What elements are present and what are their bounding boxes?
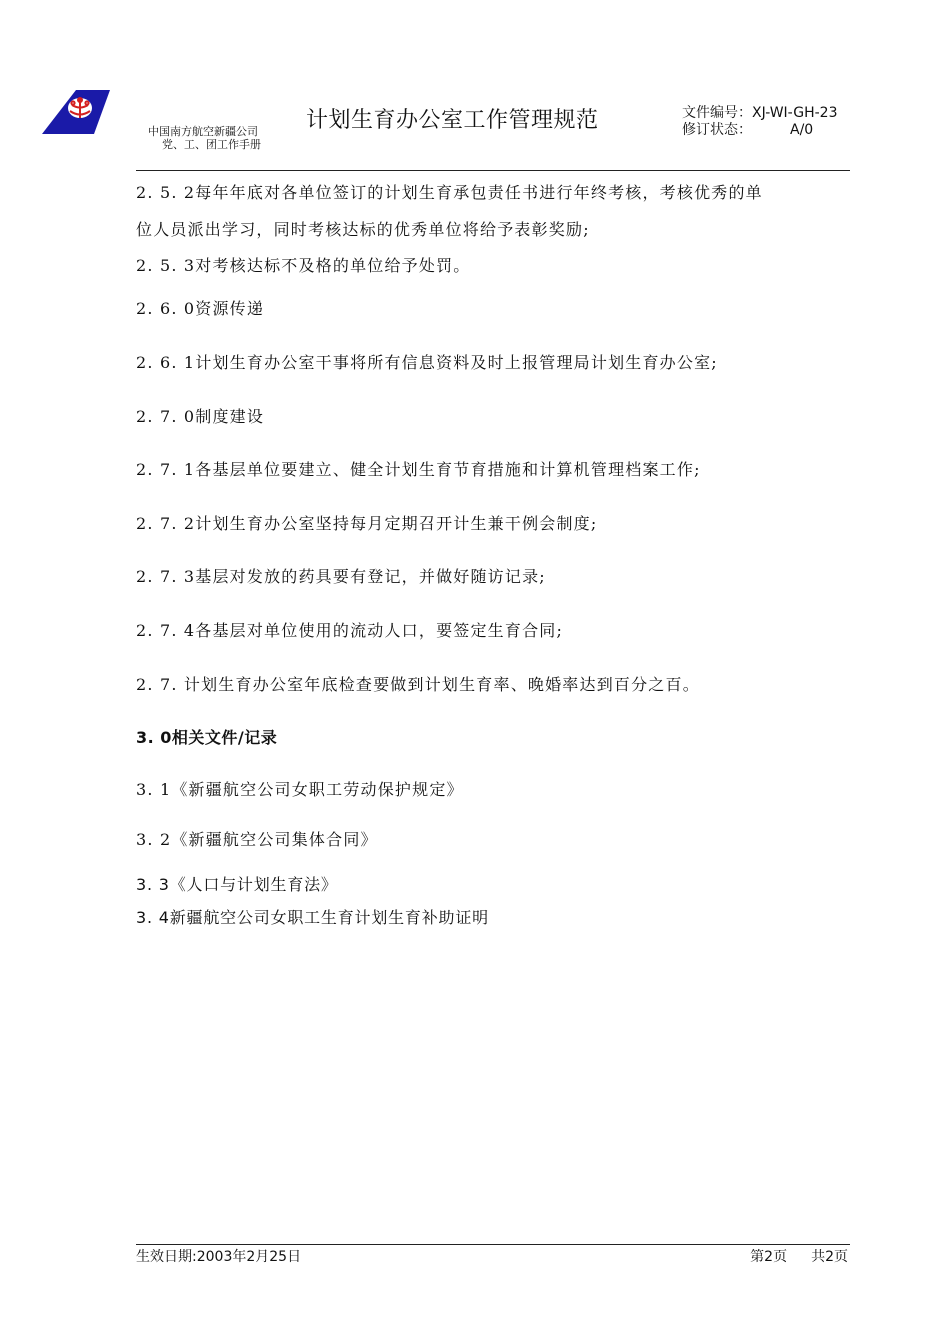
clause-2-5-2-line-2: 位人员派出学习，同时考核达标的优秀单位将给予表彰奖励; <box>136 220 590 239</box>
company-line-1: 中国南方航空新疆公司 <box>148 125 258 138</box>
reference-3-4: 3. 4新疆航空公司女职工生育计划生育补助证明 <box>136 908 489 927</box>
footer-divider <box>136 1244 850 1245</box>
clause-2-7: 2. 7. 计划生育办公室年底检查要做到计划生育率、晚婚率达到百分之百。 <box>136 675 700 694</box>
effective-date: 生效日期:2003年2月25日 <box>136 1249 302 1265</box>
document-title: 计划生育办公室工作管理规范 <box>306 108 599 133</box>
page-current: 第2页 <box>750 1249 788 1265</box>
header-divider <box>136 170 850 171</box>
doc-number-label: 文件编号： <box>682 105 752 121</box>
clause-2-5-3: 2. 5. 3对考核达标不及格的单位给予处罚。 <box>136 256 471 275</box>
clause-2-7-1: 2. 7. 1各基层单位要建立、健全计划生育节育措施和计算机管理档案工作; <box>136 460 701 479</box>
revision-row <box>682 122 837 139</box>
clause-2-7-3: 2. 7. 3基层对发放的药具要有登记，并做好随访记录; <box>136 567 546 586</box>
doc-number-row <box>682 105 837 122</box>
company-line-2: 党、工、团工作手册 <box>162 138 261 151</box>
reference-3-1: 3. 1《新疆航空公司女职工劳动保护规定》 <box>136 780 464 799</box>
clause-2-5-2-line-1: 2. 5. 2每年年底对各单位签订的计划生育承包责任书进行年终考核，考核优秀的单 <box>136 183 763 202</box>
document-meta <box>682 105 837 139</box>
revision-value: A/0 <box>790 122 814 138</box>
section-3-0-heading: 3. 0相关文件/记录 <box>136 728 278 747</box>
clause-2-7-4: 2. 7. 4各基层对单位使用的流动人口，要签定生育合同; <box>136 621 564 640</box>
company-name <box>148 125 261 151</box>
clause-2-7-2: 2. 7. 2计划生育办公室坚持每月定期召开计生兼干例会制度; <box>136 514 598 533</box>
page-total: 共2页 <box>811 1249 848 1265</box>
revision-label: 修订状态： <box>682 122 752 138</box>
page-indicator <box>750 1246 848 1266</box>
clause-2-6-0-heading: 2. 6. 0资源传递 <box>136 299 265 318</box>
reference-3-2: 3. 2《新疆航空公司集体合同》 <box>136 830 378 849</box>
china-southern-kapok-logo <box>42 88 112 138</box>
reference-3-3: 3. 3《人口与计划生育法》 <box>136 875 338 894</box>
clause-2-6-1: 2. 6. 1计划生育办公室干事将所有信息资料及时上报管理局计划生育办公室; <box>136 353 718 372</box>
doc-number-value: XJ-WI-GH-23 <box>752 105 838 121</box>
clause-2-7-0-heading: 2. 7. 0制度建设 <box>136 407 265 426</box>
